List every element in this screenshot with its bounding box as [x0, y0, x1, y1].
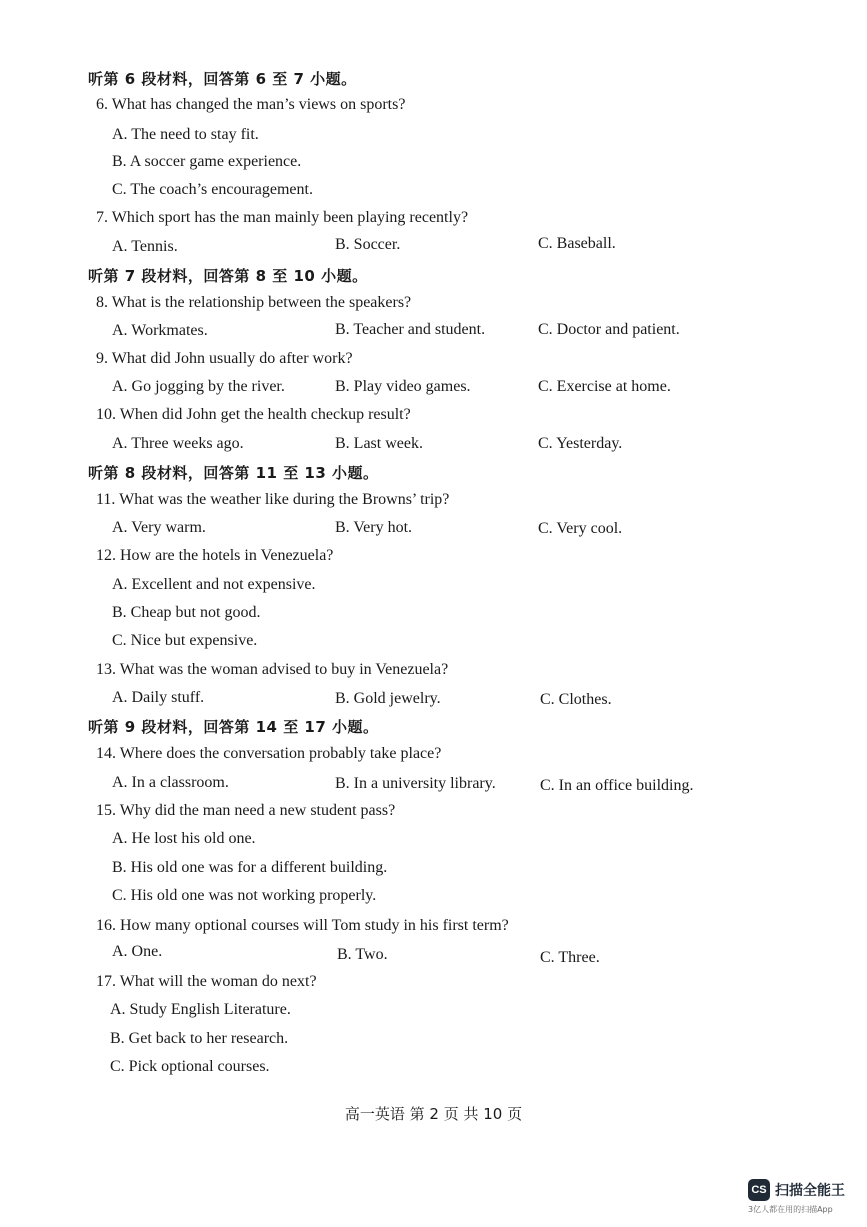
section-heading: 听第 6 段材料，回答第 6 至 7 小题。 — [88, 70, 357, 88]
question-6-option-a: A. The need to stay fit. — [112, 126, 259, 143]
question-9-option-c: C. Exercise at home. — [538, 378, 671, 395]
question-11-option-a: A. Very warm. — [112, 519, 206, 536]
question-6-stem: 6. What has changed the man’s views on sports? — [96, 96, 406, 113]
question-13-option-c: C. Clothes. — [540, 691, 612, 708]
camscanner-logo-icon: CS — [748, 1179, 770, 1201]
section-heading: 听第 9 段材料，回答第 14 至 17 小题。 — [88, 718, 379, 736]
question-12-option-c: C. Nice but expensive. — [112, 632, 258, 649]
question-14-stem: 14. Where does the conversation probably take place? — [96, 745, 442, 762]
question-10-option-a: A. Three weeks ago. — [112, 435, 244, 452]
question-12-stem: 12. How are the hotels in Venezuela? — [96, 547, 334, 564]
question-9-option-a: A. Go jogging by the river. — [112, 378, 285, 395]
question-16-stem: 16. How many optional courses will Tom study in his first term? — [96, 917, 509, 934]
question-10-stem: 10. When did John get the health checkup result? — [96, 406, 411, 423]
section-heading: 听第 8 段材料，回答第 11 至 13 小题。 — [88, 464, 379, 482]
question-15-stem: 15. Why did the man need a new student pass? — [96, 802, 396, 819]
question-6-option-b: B. A soccer game experience. — [112, 153, 302, 170]
question-10-option-c: C. Yesterday. — [538, 435, 623, 452]
question-8-option-b: B. Teacher and student. — [335, 321, 486, 338]
question-17-option-c: C. Pick optional courses. — [110, 1058, 270, 1075]
question-8-option-a: A. Workmates. — [112, 322, 208, 339]
page-footer: 高一英语 第 2 页 共 10 页 — [344, 1105, 523, 1123]
question-7-stem: 7. Which sport has the man mainly been playing recently? — [96, 209, 469, 226]
question-13-option-b: B. Gold jewelry. — [335, 690, 441, 707]
question-17-option-b: B. Get back to her research. — [110, 1030, 289, 1047]
question-13-stem: 13. What was the woman advised to buy in Venezuela? — [96, 661, 449, 678]
question-8-stem: 8. What is the relationship between the speakers? — [96, 294, 412, 311]
scanner-watermark — [748, 1179, 858, 1219]
question-10-option-b: B. Last week. — [335, 435, 423, 452]
question-14-option-a: A. In a classroom. — [112, 774, 229, 791]
question-17-stem: 17. What will the woman do next? — [96, 973, 317, 990]
question-12-option-b: B. Cheap but not good. — [112, 604, 261, 621]
question-11-option-c: C. Very cool. — [538, 520, 623, 537]
question-16-option-a: A. One. — [112, 943, 163, 960]
question-9-option-b: B. Play video games. — [335, 378, 471, 395]
question-7-option-c: C. Baseball. — [538, 235, 616, 252]
watermark-name: 扫描全能王 — [775, 1183, 845, 1199]
question-16-option-b: B. Two. — [337, 946, 388, 963]
question-11-option-b: B. Very hot. — [335, 519, 413, 536]
question-13-option-a: A. Daily stuff. — [112, 689, 205, 706]
question-17-option-a: A. Study English Literature. — [110, 1001, 291, 1018]
section-heading: 听第 7 段材料，回答第 8 至 10 小题。 — [88, 267, 368, 285]
question-15-option-c: C. His old one was not working properly. — [112, 887, 377, 904]
question-7-option-a: A. Tennis. — [112, 238, 178, 255]
question-11-stem: 11. What was the weather like during the Browns’ trip? — [96, 491, 450, 508]
question-14-option-c: C. In an office building. — [540, 777, 694, 794]
question-6-option-c: C. The coach’s encouragement. — [112, 181, 313, 198]
question-9-stem: 9. What did John usually do after work? — [96, 350, 353, 367]
question-8-option-c: C. Doctor and patient. — [538, 321, 680, 338]
question-14-option-b: B. In a university library. — [335, 775, 496, 792]
question-12-option-a: A. Excellent and not expensive. — [112, 576, 316, 593]
question-7-option-b: B. Soccer. — [335, 236, 401, 253]
watermark-tagline: 3亿人都在用的扫描App — [748, 1205, 833, 1214]
question-15-option-a: A. He lost his old one. — [112, 830, 256, 847]
question-15-option-b: B. His old one was for a different building. — [112, 859, 388, 876]
question-16-option-c: C. Three. — [540, 949, 600, 966]
